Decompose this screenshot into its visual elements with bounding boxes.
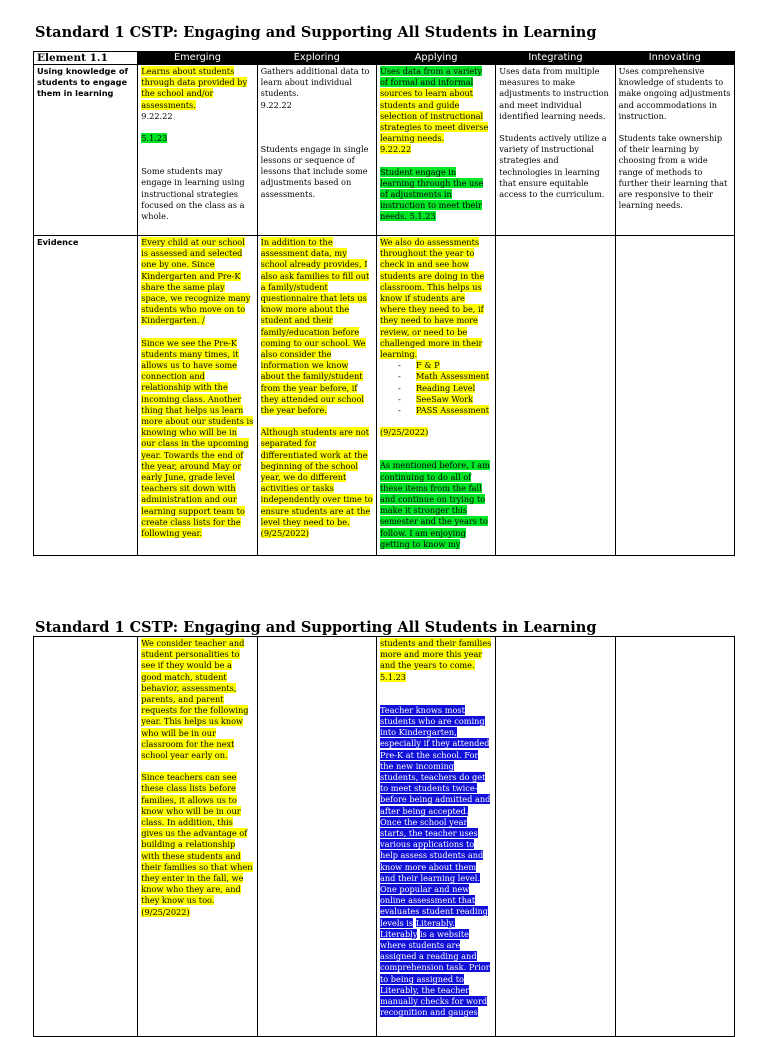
table-row — [34, 637, 735, 1037]
evidence-applying-p5: is a website where students are assigned a reading and comprehension task. Prior to being assigned to Literably, the teacher manually checks for word recognition and gauges — [379, 928, 490, 1018]
row-label-using-knowledge: Using knowledge of students to engage them in learning — [34, 65, 138, 236]
assessment-list — [380, 360, 492, 416]
page-heading: Standard 1 CSTP: Engaging and Supporting All Students in Learning — [35, 24, 597, 41]
emerging-date-2: 5.1.23 — [141, 133, 168, 144]
evidence-emerging-p4: Since teachers can see these class lists before families, it allows us to know who will be in our class. In addition, this gives us the advantage of building a relationship with these students and their families so that when they enter in the fall, we know who they are, and they know us too. (9/25/2022) — [141, 772, 253, 917]
column-header-exploring: Exploring — [257, 52, 376, 65]
row-label-evidence: Evidence — [34, 236, 138, 556]
cell-evidence-innovating-continued — [615, 637, 734, 1037]
list-item: - Reading Level — [398, 383, 492, 394]
table-header-row — [34, 52, 735, 65]
evidence-exploring-p2: Although students are not separated for differentiated work at the beginning of the school year, we do different activities or tasks independently over time to ensure students are at the level they need to be. (9/25/2022) — [260, 427, 373, 539]
emerging-text-2: Some students may engage in learning using instructional strategies focused on the class as a whole. — [141, 166, 245, 222]
list-item: - F & P — [398, 360, 492, 371]
applying-date: 9.22.22 — [379, 144, 412, 155]
cell-innovating — [615, 65, 734, 236]
page-heading-2: Standard 1 CSTP: Engaging and Supporting All Students in Learning — [35, 619, 597, 636]
cell-evidence-emerging-continued — [138, 637, 257, 1037]
cell-evidence-exploring — [257, 236, 376, 556]
cell-evidence-integrating — [496, 236, 615, 556]
exploring-date: 9.22.22 — [260, 99, 292, 110]
evidence-applying-date: (9/25/2022) — [379, 427, 429, 438]
column-header-innovating: Innovating — [615, 52, 734, 65]
list-item: - PASS Assessment — [398, 405, 492, 416]
cell-evidence-exploring-continued — [257, 637, 376, 1037]
cell-evidence-emerging — [138, 236, 257, 556]
evidence-emerging-p3: We consider teacher and student personalities to see if they would be a good match, student behavior, assessments, parents, and parent requests for the following year. This helps us know who will be in our classroom for the next school year early on. — [141, 638, 249, 761]
emerging-text: Learns about students through data provided by the school and/or assessments. — [141, 66, 248, 110]
cstp-table-2 — [33, 636, 735, 1037]
exploring-text: Gathers additional data to learn about individual students. — [260, 66, 370, 99]
cell-exploring — [257, 65, 376, 236]
literably-link[interactable]: Literably. — [415, 917, 455, 928]
innovating-text-2: Students take ownership of their learning by choosing from a wide range of methods to further their learning that are responsive to their learning needs. — [618, 133, 728, 211]
element-label: Element 1.1 — [34, 52, 138, 65]
evidence-applying-p3: students and their families more and more this year and the years to come. 5.1.23 — [379, 638, 492, 682]
column-header-applying: Applying — [376, 52, 495, 65]
cell-evidence-innovating — [615, 236, 734, 556]
evidence-emerging-p1: Every child at our school is assessed and selected one by one. Since Kindergarten and Pre-K share the same play space, we recognize many students who move on to Kindergarten. / — [141, 237, 251, 326]
cell-evidence-applying-continued — [376, 637, 495, 1037]
cell-integrating — [496, 65, 615, 236]
integrating-text: Uses data from multiple measures to make adjustments to instruction and meet individual identified learning needs. — [499, 66, 609, 121]
cstp-table-1 — [33, 51, 735, 556]
evidence-exploring-p1: In addition to the assessment data, my school already provides, I also ask families to fill out a family/student questionnaire that lets us know more about the student and their family/education before coming to our school. We also consider the information we know about the family/student from the year before, if they attended our school the year before. — [260, 237, 370, 416]
evidence-emerging-p2: Since we see the Pre-K students many times, it allows us to have some connection and relationship with the incoming class. Another thing that helps us learn more about our students is knowing who will be in our class in the upcoming year. Towards the end of the year, around May or early June, grade level teachers sit down with administration and our learning support team to create class lists for the following year. — [141, 337, 254, 539]
evidence-applying-p2: As mentioned before, I am continuing to do all of these items from the fall and continue on trying to make it stronger this semester and the years to follow. I am enjoying getting to know my — [379, 460, 490, 549]
applying-text: sources to learn about students and guide selection of instructional strategies to meet diverse learning needs. — [379, 88, 489, 144]
list-item: - SeeSaw Work — [398, 394, 492, 405]
literably-link-2[interactable]: Literably — [379, 928, 418, 939]
applying-text-highlight: Uses data from a variety of formal and informal — [379, 66, 483, 88]
column-header-integrating: Integrating — [496, 52, 615, 65]
evidence-applying-p4: Teacher knows most students who are coming into Kindergarten, especially if they attended Pre-K at the school. For the new incoming students, teachers do get to meet students twice- before being admitted and after being accepted. Once the school year starts, the teacher uses various applications to help assess students and know more about them and their learning level. One popular and new online assessment that evaluates student reading levels is — [379, 704, 491, 928]
cell-emerging — [138, 65, 257, 236]
cell-applying — [376, 65, 495, 236]
evidence-applying-p1: We also do assessments throughout the year to check in and see how students are doing in the classroom. This helps us know if students are where they need to be, if they need to have more review, or need to be challenged more in their learning. — [379, 237, 485, 360]
list-item: - Math Assessment — [398, 371, 492, 382]
column-header-emerging: Emerging — [138, 52, 257, 65]
integrating-text-2: Students actively utilize a variety of instructional strategies and technologies in learning that ensure equitable access to the curriculum. — [499, 133, 607, 200]
exploring-text-2: Students engage in single lessons or sequence of lessons that include some adjustments based on assessments. — [260, 143, 369, 199]
cell-evidence-integrating-continued — [496, 637, 615, 1037]
table-row — [34, 236, 735, 556]
innovating-text: Uses comprehensive knowledge of students to make ongoing adjustments and accommodations in instruction. — [618, 66, 731, 121]
table-row — [34, 65, 735, 236]
emerging-date: 9.22.22 — [141, 110, 173, 121]
applying-text-2: Student engage in learning through the use of adjustments in instruction to meet their needs. 5.1.23 — [379, 166, 484, 222]
cell-label-continued — [34, 637, 138, 1037]
cell-evidence-applying — [376, 236, 495, 556]
